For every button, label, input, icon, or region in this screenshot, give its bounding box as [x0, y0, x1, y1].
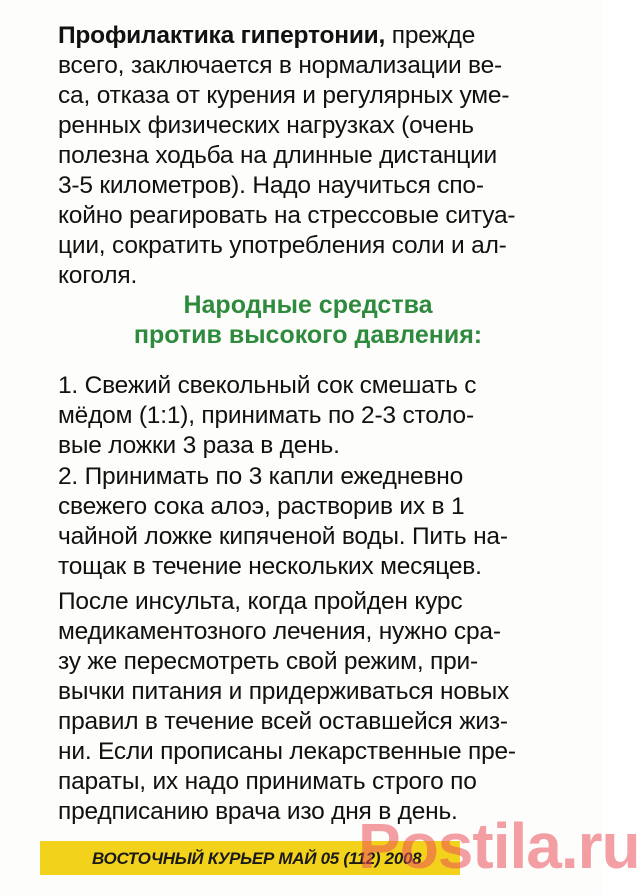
remedy-line: тощак в течение нескольких месяцев.	[58, 553, 482, 580]
remedy-line: мёдом (1:1), принимать по 2-3 столо-	[58, 402, 474, 429]
heading-line: против высокого давления:	[133, 321, 483, 349]
intro-paragraph	[58, 21, 558, 291]
intro-line: са, отказа от курения и регулярных уме-	[58, 82, 510, 109]
heading-line: Народные средства	[183, 291, 433, 319]
after-stroke-line: После инсульта, когда пройден курс	[58, 588, 463, 615]
remedy-line: 2. Принимать по 3 капли ежедневно	[58, 463, 464, 490]
remedy-line: вые ложки 3 раза в день.	[58, 432, 340, 459]
after-stroke-line: зу же пересмотреть свой режим, при-	[58, 648, 478, 675]
remedy-line: 1. Свежий свекольный сок смешать с	[58, 372, 477, 399]
intro-line: коголя.	[58, 262, 138, 289]
watermark-logo: Postila.ru	[358, 810, 640, 882]
after-stroke-line: параты, их надо принимать строго по	[58, 768, 477, 795]
after-stroke-line: вычки питания и придерживаться новых	[58, 678, 510, 705]
intro-bold-lead: Профилактика гипертонии,	[58, 22, 386, 49]
intro-line: койно реагировать на стрессовые ситуа-	[58, 202, 516, 229]
after-stroke-line: медикаментозного лечения, нужно сра-	[58, 618, 501, 645]
intro-line: ции, сократить употребления соли и ал-	[58, 232, 507, 259]
after-stroke-line: правил в течение всей оставшейся жиз-	[58, 708, 508, 735]
intro-line-1-rest: прежде	[385, 22, 476, 49]
remedy-item-2	[58, 462, 558, 582]
after-stroke-line: предписанию врача изо дня в день.	[58, 798, 458, 825]
remedy-item-1	[58, 371, 558, 461]
intro-line: полезна ходьба на длинные дистанции	[58, 142, 498, 169]
intro-line: 3-5 километров). Надо научиться спо-	[58, 172, 484, 199]
section-heading	[58, 290, 558, 350]
after-stroke-paragraph	[58, 587, 558, 827]
footer-source: ВОСТОЧНЫЙ КУРЬЕР МАЙ 05 (112) 2008	[92, 849, 422, 868]
intro-line-1	[58, 21, 558, 51]
remedy-line: свежего сока алоэ, растворив их в 1	[58, 493, 465, 520]
remedy-line: чайной ложке кипяченой воды. Пить на-	[58, 523, 508, 550]
intro-line: ренных физических нагрузках (очень	[58, 112, 474, 139]
intro-line: всего, заключается в нормализации ве-	[58, 52, 502, 79]
after-stroke-line: ни. Если прописаны лекарственные пре-	[58, 738, 516, 765]
